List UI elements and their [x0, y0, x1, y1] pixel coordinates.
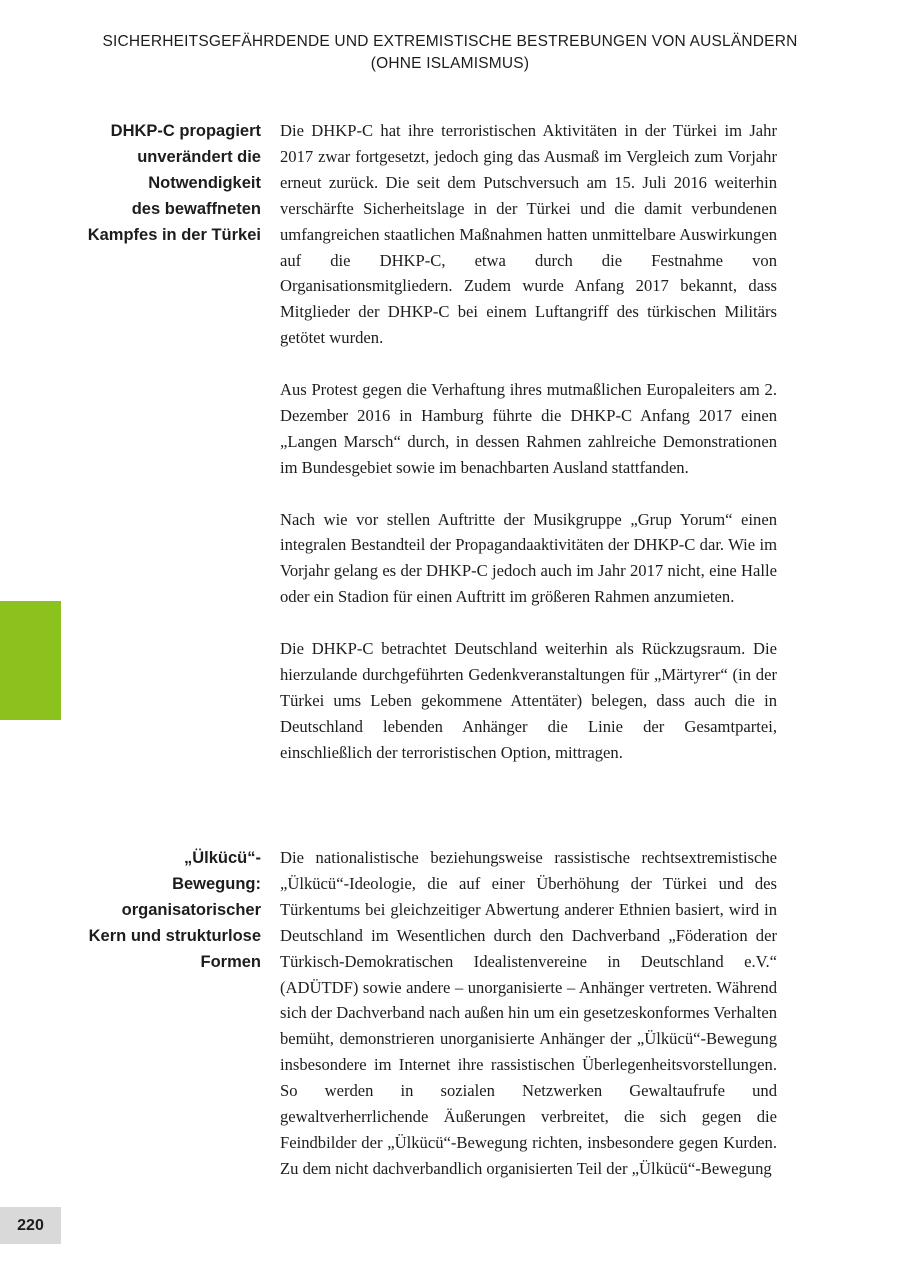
section-2-margin-heading	[60, 845, 261, 975]
body-paragraph: Die nationalistische beziehungsweise rassistische rechtsextremistische „Ülkücü“-Ideologie, die auf einer Überhöhung der Türkei und des Türkentums bei gleichzeitiger Abwertung anderer Ethnien basiert, wird in Deutschland im Wesentlichen durch den Dachverband „Föderation der Türkisch-Demokratischen Idealistenvereine in Deutschland e.V.“ (ADÜTDF) sowie andere – unorganisierte – Anhänger vertreten. Während sich der Dachverband nach außen hin um ein gesetzeskonformes Verhalten bemüht, demonstrieren unorganisierte Anhänger der „Ülkücü“-Bewegung insbesondere im Internet ihre rassistischen Überlegenheitsvorstellungen. So werden in sozialen Netzwerken Gewaltaufrufe und gewaltverherrlichende Äußerungen verbreitet, die sich gegen die Feindbilder der „Ülkücü“-Bewegung richten, insbesondere gegen Kurden. Zu dem nicht dachverbandlich organisierten Teil der „Ülkücü“-Bewegung	[280, 848, 777, 1178]
chapter-color-tab	[0, 601, 61, 720]
running-header	[0, 31, 900, 75]
margin-heading-line: Notwendigkeit	[148, 174, 261, 192]
margin-heading-line: DHKP-C propagiert	[110, 122, 261, 140]
margin-heading-line: unverändert die	[137, 148, 261, 166]
body-paragraph: Aus Protest gegen die Verhaftung ihres mutmaßlichen Europaleiters am 2. Dezember 2016 in Hamburg führte die DHKP-C Anfang 2017 einen „Langen Marsch“ durch, in dessen Rahmen zahlreiche Demonstrationen im Bundesgebiet sowie im benachbarten Ausland stattfanden.	[280, 380, 777, 477]
margin-heading-line: Kampfes in der Türkei	[87, 226, 261, 244]
section-1-margin-heading	[60, 118, 261, 248]
running-header-line-2: (OHNE ISLAMISMUS)	[370, 55, 530, 72]
body-paragraph: Die DHKP-C betrachtet Deutschland weiterhin als Rückzugsraum. Die hierzulande durchgeführten Gedenkveranstaltungen für „Märtyrer“ (in der Türkei ums Leben gekommene Attentäter) belegen, dass auch die in Deutschland lebenden Anhänger die Linie der Gesamtpartei, einschließlich der terroristischen Option, mittragen.	[280, 639, 777, 762]
margin-heading-line: „Ülkücü“-	[183, 849, 261, 867]
margin-heading-line: organisatorischer	[121, 901, 261, 919]
margin-heading-line: Bewegung:	[172, 875, 261, 893]
margin-heading-line: Formen	[200, 953, 261, 971]
body-paragraph: Nach wie vor stellen Auftritte der Musikgruppe „Grup Yorum“ einen integralen Bestandteil der Propagandaaktivitäten der DHKP-C dar. Wie im Vorjahr gelang es der DHKP-C jedoch auch im Jahr 2017 nicht, eine Halle oder ein Stadion für einen Auftritt im größeren Rahmen anzumieten.	[280, 509, 777, 607]
margin-heading-line: des bewaffneten	[131, 200, 261, 218]
running-header-line-1: SICHERHEITSGEFÄHRDENDE UND EXTREMISTISCHE BESTREBUNGEN VON AUSLÄNDERN	[102, 33, 798, 50]
margin-heading-line: Kern und strukturlose	[88, 927, 261, 945]
section-1-body	[280, 118, 777, 766]
page-number: 220	[0, 1207, 61, 1244]
body-paragraph: Die DHKP-C hat ihre terroristischen Aktivitäten in der Türkei im Jahr 2017 zwar fortgesetzt, jedoch ging das Ausmaß im Vergleich zum Vorjahr erneut zurück. Die seit dem Putschversuch am 15. Juli 2016 weiterhin verschärfte Sicherheitslage in der Türkei und die damit verbundenen umfangreichen staatlichen Maßnahmen hatten unmittelbare Auswirkungen auf die DHKP-C, etwa durch die Festnahme von Organisationsmitgliedern. Zudem wurde Anfang 2017 bekannt, dass Mitglieder der DHKP-C bei einem Luftangriff des türkischen Militärs getötet wurden.	[280, 121, 777, 348]
section-2-body	[280, 845, 777, 1182]
